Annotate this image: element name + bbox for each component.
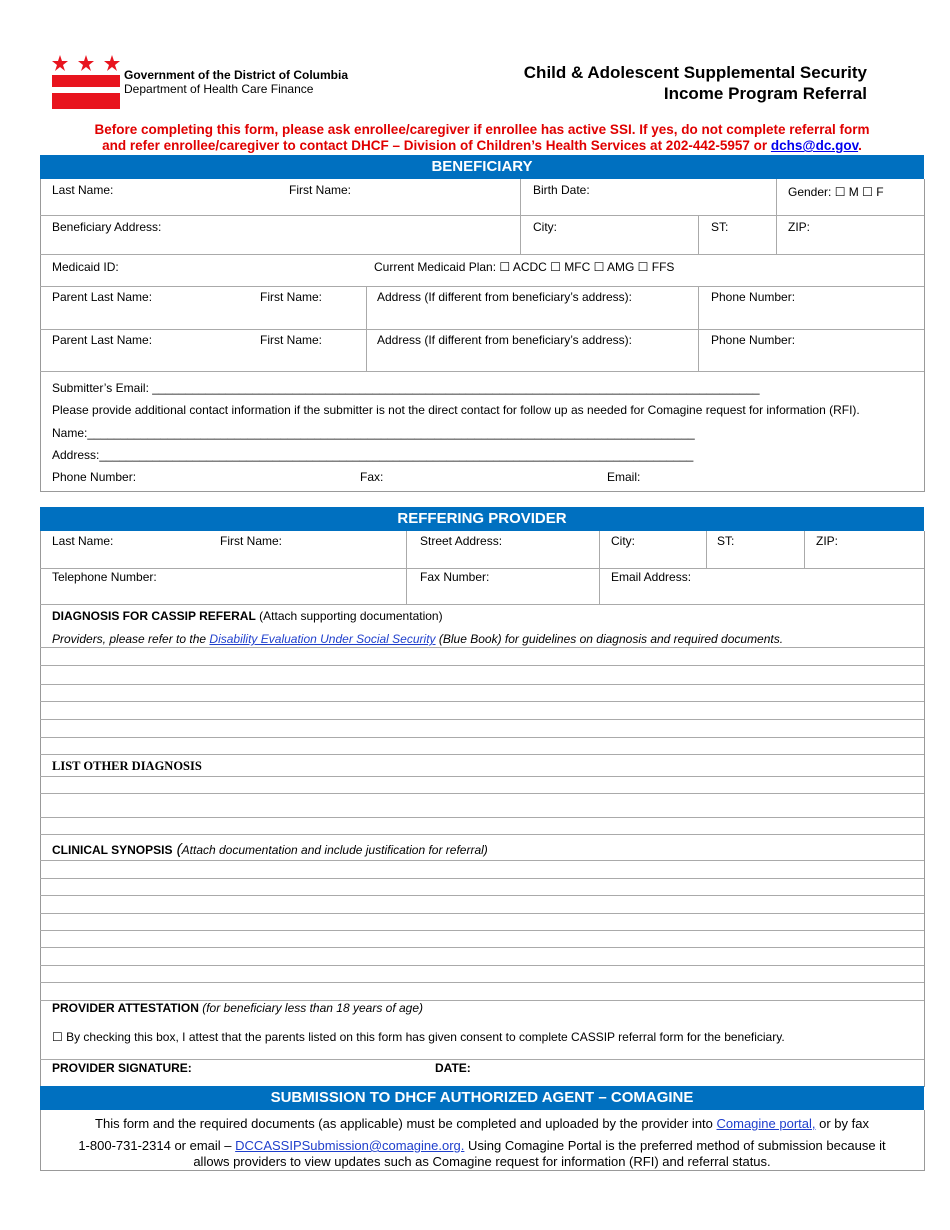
parent-phone-label: Phone Number:: [711, 290, 796, 304]
star-icon: [78, 55, 94, 71]
submission-line-2: 1-800-731-2314 or email – DCCASSIPSubmission@comagine.org. Using Comagine Portal is the preferred method of submission because it: [78, 1138, 886, 1153]
dc-flag-logo: [52, 55, 120, 111]
beneficiary-last-name-label: Last Name:: [52, 183, 114, 197]
parent-address-label: Address (If different from beneficiary’s address):: [377, 333, 632, 347]
submitter-email-field[interactable]: Submitter’s Email: ___________________________________________________________________________________________: [52, 381, 760, 395]
provider-heading: REFFERING PROVIDER: [40, 507, 924, 531]
submission-line-1: This form and the required documents (as applicable) must be completed and uploaded by the provider into Comagine portal, or by fax: [95, 1116, 869, 1131]
city-label: City:: [533, 220, 557, 234]
dept-name: Department of Health Care Finance: [124, 82, 314, 96]
attestation-heading: PROVIDER ATTESTATION (for beneficiary less than 18 years of age): [52, 1001, 424, 1015]
dchs-email-link[interactable]: dchs@dc.gov: [770, 138, 859, 153]
beneficiary-first-name-label: First Name:: [289, 183, 352, 197]
warning-notice: Before completing this form, please ask enrollee/caregiver if enrollee has active SSI. If yes, do not complete referral form and refer enrollee/caregiver to contact DHCF – Division of Children’s Health Services at 202-442-5957 or dchs@dc.gov.: [94, 122, 870, 153]
parent-last-name-label: Parent Last Name:: [52, 333, 153, 347]
provider-city-label: City:: [611, 534, 635, 548]
provider-last-name-label: Last Name:: [52, 534, 114, 548]
clinical-synopsis-heading: CLINICAL SYNOPSIS (Attach documentation and include justification for referral): [52, 841, 488, 858]
parent-last-name-label: Parent Last Name:: [52, 290, 153, 304]
attestation-checkbox[interactable]: ☐ By checking this box, I attest that the parents listed on this form has given consent to complete CASSIP referral form for the beneficiary.: [52, 1030, 785, 1044]
parent-address-label: Address (If different from beneficiary’s address):: [377, 290, 632, 304]
provider-first-name-label: First Name:: [220, 534, 283, 548]
parent-first-name-label: First Name:: [260, 333, 323, 347]
contact-fax-label: Fax:: [360, 470, 384, 484]
medicaid-plan-checkboxes[interactable]: Current Medicaid Plan: ☐ ACDC ☐ MFC ☐ AMG ☐ FFS: [374, 260, 675, 274]
contact-address-field[interactable]: Address:_________________________________________________________________________________________: [52, 448, 694, 462]
provider-email-label: Email Address:: [611, 570, 692, 584]
page-title: Child & Adolescent Supplemental Security Income Program Referral: [523, 63, 867, 103]
beneficiary-heading: BENEFICIARY: [40, 155, 924, 179]
zip-label: ZIP:: [788, 220, 811, 234]
provider-signature-label: PROVIDER SIGNATURE:: [52, 1061, 192, 1075]
provider-street-label: Street Address:: [420, 534, 503, 548]
additional-info-note: Please provide additional contact information if the submitter is not the direct contact for follow up as needed for Comagine request for information (RFI).: [52, 403, 860, 417]
st-label: ST:: [711, 220, 729, 234]
birth-date-label: Birth Date:: [533, 183, 590, 197]
diagnosis-heading: DIAGNOSIS FOR CASSIP REFERAL (Attach supporting documentation): [52, 609, 443, 623]
provider-zip-label: ZIP:: [816, 534, 839, 548]
provider-telephone-label: Telephone Number:: [52, 570, 157, 584]
bluebook-note: Providers, please refer to the Disability Evaluation Under Social Security (Blue Book) for guidelines on diagnosis and required documents.: [52, 632, 784, 646]
contact-name-field[interactable]: Name:___________________________________________________________________________________________: [52, 426, 695, 440]
beneficiary-address-label: Beneficiary Address:: [52, 220, 162, 234]
medicaid-id-label: Medicaid ID:: [52, 260, 119, 274]
parent-phone-label: Phone Number:: [711, 333, 796, 347]
parent-first-name-label: First Name:: [260, 290, 323, 304]
gov-name: Government of the District of Columbia: [124, 68, 349, 82]
star-icon: [104, 55, 120, 71]
submission-email-link[interactable]: DCCASSIPSubmission@comagine.org.: [235, 1138, 465, 1153]
other-diagnosis-heading: LIST OTHER DIAGNOSIS: [52, 759, 202, 773]
bluebook-link[interactable]: Disability Evaluation Under Social Security: [209, 632, 436, 646]
date-label: DATE:: [435, 1061, 471, 1075]
comagine-portal-link[interactable]: Comagine portal,: [716, 1116, 816, 1131]
contact-email-label: Email:: [607, 470, 641, 484]
star-icon: [52, 55, 68, 71]
provider-st-label: ST:: [717, 534, 735, 548]
submission-line-3: allows providers to view updates such as Comagine request for information (RFI) and referral status.: [193, 1154, 771, 1169]
provider-fax-label: Fax Number:: [420, 570, 490, 584]
gender-checkboxes[interactable]: Gender: ☐ M ☐ F: [788, 185, 884, 199]
submission-heading: SUBMISSION TO DHCF AUTHORIZED AGENT – COMAGINE: [40, 1086, 924, 1110]
contact-phone-label: Phone Number:: [52, 470, 137, 484]
